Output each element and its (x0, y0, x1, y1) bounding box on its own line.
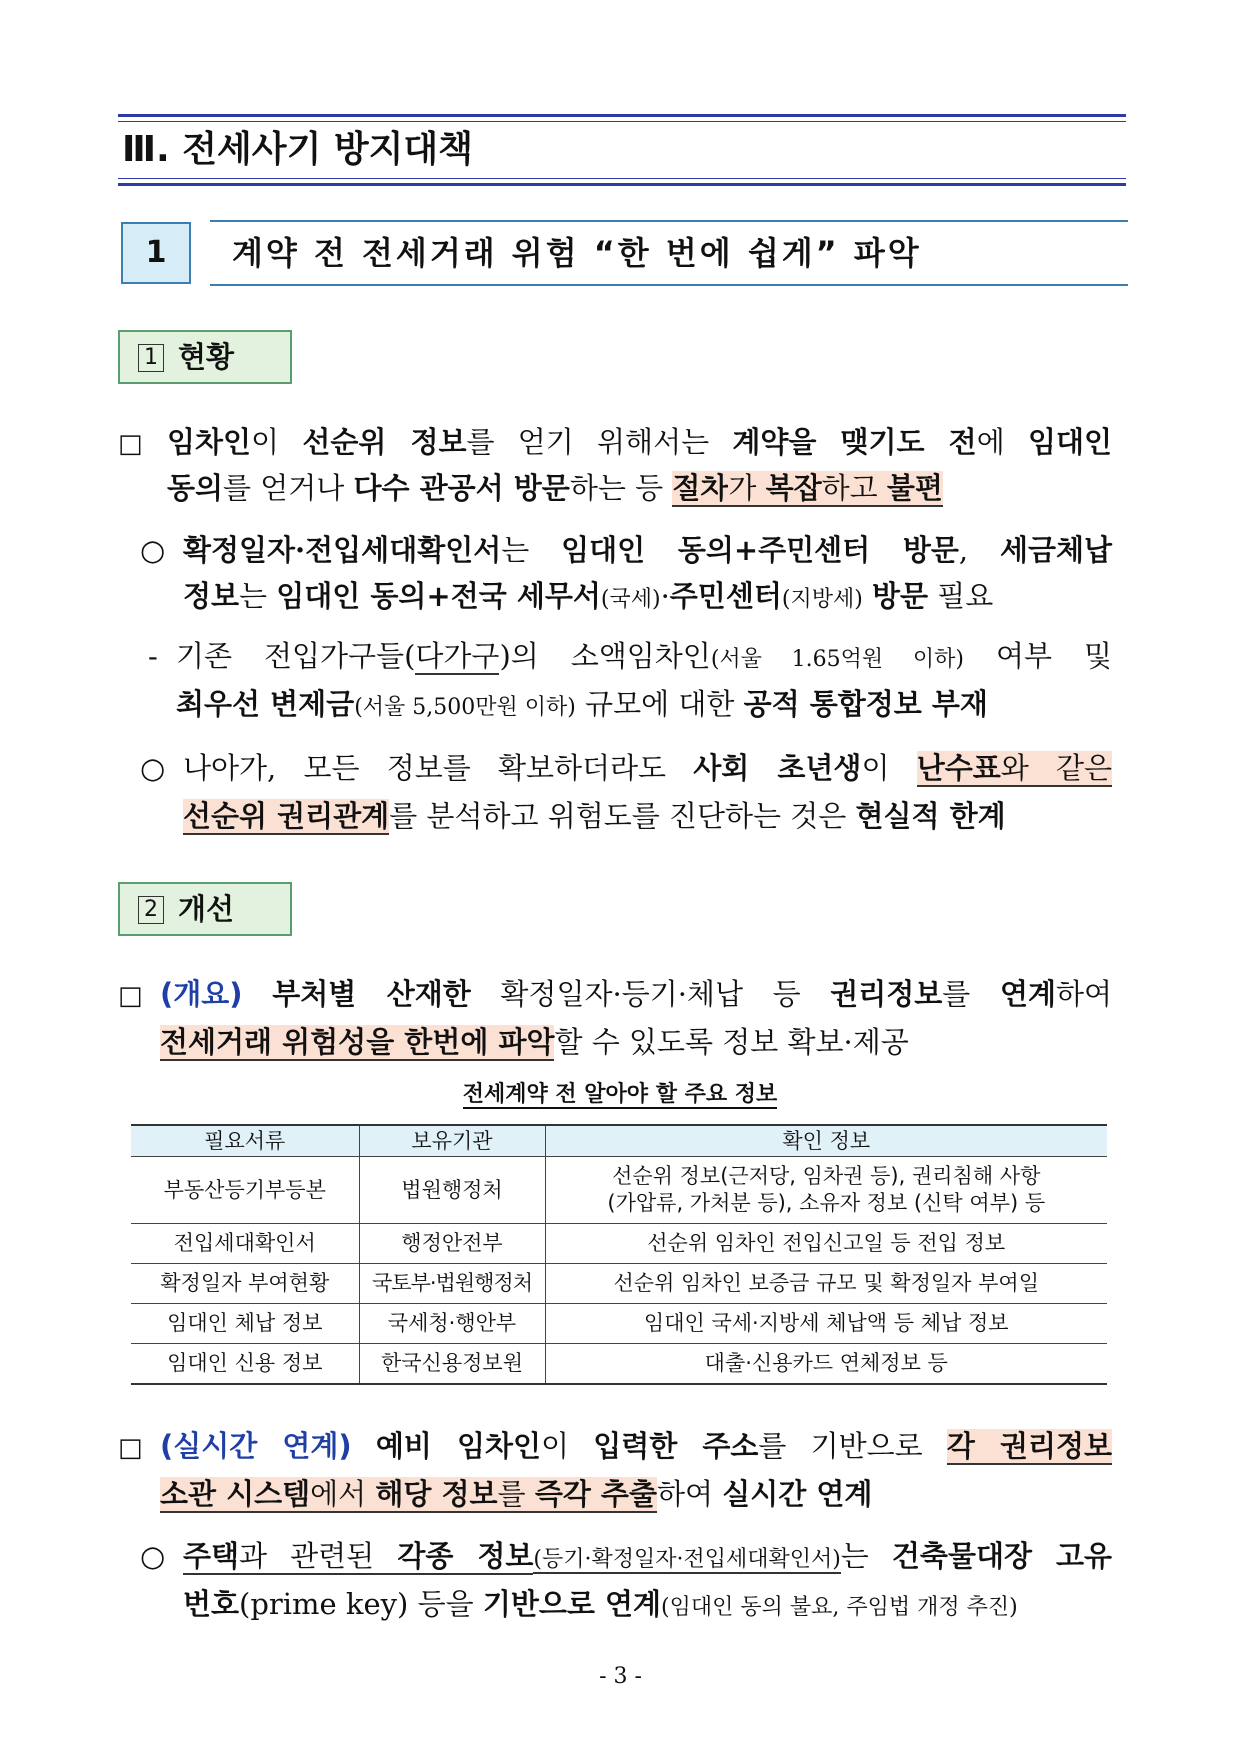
item-title: 계약 전 전세거래 위험 “한 번에 쉽게” 파악 (232, 234, 922, 272)
status-c1-line2: 정보는 임대인 동의+전국 세무서(국세)·주민센터(지방세) 방문 필요 (183, 579, 994, 613)
table-header-info: 확인 정보 (545, 1125, 1107, 1157)
subheading-improve (118, 882, 292, 936)
table-cell-info: 임대인 국세·지방세 체납액 등 체납 정보 (545, 1304, 1107, 1344)
section-title: Ⅲ. 전세사기 방지대책 (122, 129, 473, 170)
item-number-box: 1 (121, 222, 191, 284)
table-caption: 전세계약 전 알아야 할 주요 정보 (462, 1082, 778, 1107)
table-cell-org: 한국신용정보원 (359, 1344, 545, 1385)
improve-c1-line2: 번호(prime key) 등을 기반으로 연계(임대인 동의 불요, 주임법 개정 추진) (183, 1587, 1018, 1621)
improve-b2-bullet: □ (118, 1433, 143, 1463)
status-d1-bullet: - (148, 639, 158, 673)
subheading-status-label: 현황 (178, 340, 235, 374)
table-cell-doc: 임대인 신용 정보 (131, 1344, 359, 1385)
heading-rule-bottom (118, 183, 1126, 186)
table-header-org: 보유기관 (359, 1125, 545, 1157)
table-cell-info: 대출·신용카드 연체정보 등 (545, 1344, 1107, 1385)
heading-rule-top (118, 114, 1126, 117)
table-row (131, 1344, 1107, 1385)
subheading-improve-label: 개선 (178, 892, 235, 926)
table-header-doc: 필요서류 (131, 1125, 359, 1157)
table-cell-org: 행정안전부 (359, 1224, 545, 1264)
table-cell-info: 선순위 임차인 전입신고일 등 전입 정보 (545, 1224, 1107, 1264)
status-c1-bullet: ○ (140, 533, 166, 567)
heading-rule-top-thin (118, 121, 1126, 122)
subheading-improve-number: 2 (138, 896, 164, 924)
table-header-row (131, 1125, 1107, 1157)
status-d1-line1: 기존 전입가구들(다가구)의 소액임차인(서울 1.65억원 이하) 여부 및 (176, 639, 1112, 673)
status-bullet-square: □ (118, 429, 143, 459)
improve-b2-line1: (실시간 연계) 예비 임차인이 입력한 주소를 기반으로 각 권리정보 (160, 1429, 1113, 1463)
status-c2-bullet: ○ (140, 751, 166, 785)
table-cell-doc: 부동산등기부등본 (131, 1157, 359, 1224)
improve-b1-bullet: □ (118, 981, 143, 1011)
status-b1-line2: 동의를 얻거나 다수 관공서 방문하는 등 절차가 복잡하고 불편 (167, 471, 943, 505)
improve-b1-line2: 전세거래 위험성을 한번에 파악할 수 있도록 정보 확보·제공 (160, 1025, 909, 1059)
status-c1-line1: 확정일자·전입세대확인서는 임대인 동의+주민센터 방문, 세금체납 (183, 533, 1113, 567)
table-row (131, 1224, 1107, 1264)
table-row (131, 1264, 1107, 1304)
improve-c1-bullet: ○ (140, 1539, 166, 1573)
subheading-status-number: 1 (138, 344, 164, 372)
improve-c1-line1: 주택과 관련된 각종 정보(등기·확정일자·전입세대확인서)는 건축물대장 고유 (183, 1539, 1113, 1573)
page-number: - 3 - (599, 1664, 642, 1689)
table-row (131, 1157, 1107, 1224)
table-cell-doc: 임대인 체납 정보 (131, 1304, 359, 1344)
status-c2-line1: 나아가, 모든 정보를 확보하더라도 사회 초년생이 난수표와 같은 (183, 751, 1112, 785)
table-cell-doc: 전입세대확인서 (131, 1224, 359, 1264)
status-d1-line2: 최우선 변제금(서울 5,500만원 이하) 규모에 대한 공적 통합정보 부재 (176, 687, 988, 721)
table-cell-org: 국토부·법원행정처 (359, 1264, 545, 1304)
status-c2-line2: 선순위 권리관계를 분석하고 위험도를 진단하는 것은 현실적 한계 (183, 799, 1006, 833)
improve-b2-line2: 소관 시스템에서 해당 정보를 즉각 추출하여 실시간 연계 (160, 1477, 873, 1511)
table-cell-doc: 확정일자 부여현황 (131, 1264, 359, 1304)
improve-b1-line1: (개요) 부처별 산재한 확정일자·등기·체납 등 권리정보를 연계하여 (160, 977, 1113, 1011)
table-cell-org: 국세청·행안부 (359, 1304, 545, 1344)
table-cell-info: 선순위 임차인 보증금 규모 및 확정일자 부여일 (545, 1264, 1107, 1304)
subheading-status (118, 330, 292, 384)
info-table (131, 1124, 1107, 1385)
table-cell-org: 법원행정처 (359, 1157, 545, 1224)
heading-rule-bottom-thin (118, 178, 1126, 179)
item-title-bar (210, 220, 1128, 286)
table-row (131, 1304, 1107, 1344)
table-cell-info: 선순위 정보(근저당, 임차권 등), 권리침해 사항 (가압류, 가처분 등), 소유자 정보 (신탁 여부) 등 (545, 1157, 1107, 1224)
status-b1-line1: 임차인이 선순위 정보를 얻기 위해서는 계약을 맺기도 전에 임대인 (167, 425, 1113, 459)
